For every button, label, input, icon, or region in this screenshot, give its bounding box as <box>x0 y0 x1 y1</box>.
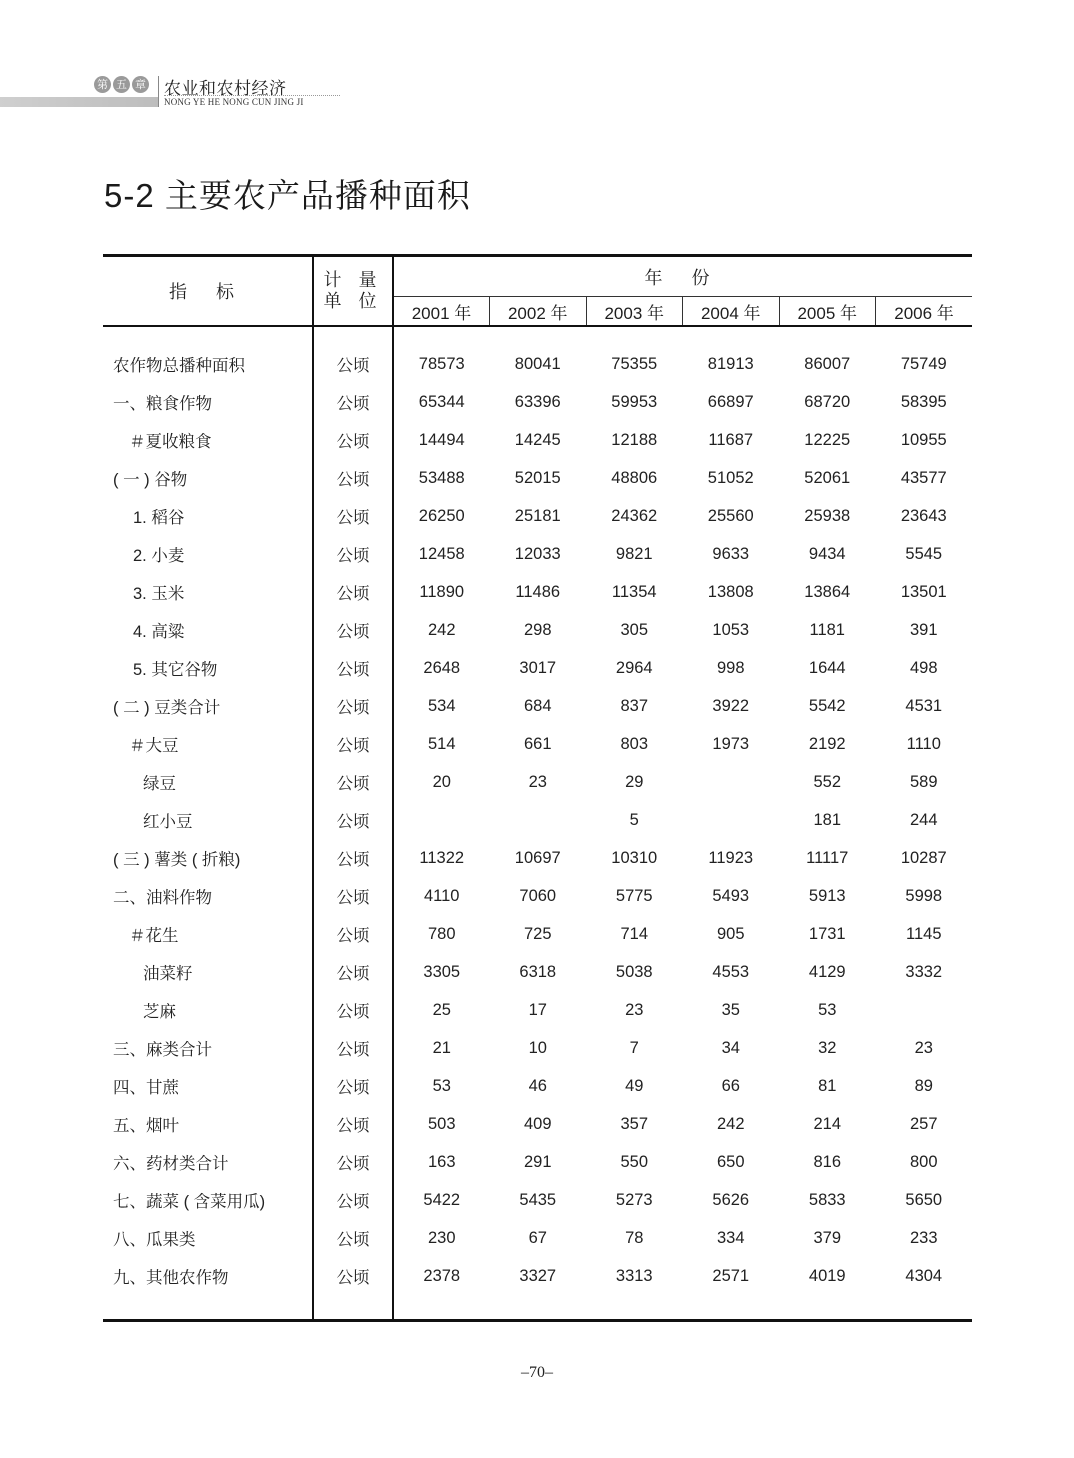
header-divider <box>158 76 159 107</box>
table-cell: 5493 <box>712 886 750 905</box>
table-cell: 11117 <box>806 848 849 867</box>
table-cell: 11923 <box>708 848 754 867</box>
row-unit: 公顷 <box>313 763 393 801</box>
chapter-title: 农业和农村经济 <box>164 79 287 98</box>
table-cell: 12225 <box>804 430 851 449</box>
row-unit: 公顷 <box>313 535 393 573</box>
table-row <box>103 383 972 421</box>
table-row <box>103 687 972 725</box>
table-cell: 1145 <box>906 924 942 943</box>
table-row <box>103 1067 972 1105</box>
table-cell: 684 <box>523 696 552 715</box>
table-cell: 514 <box>427 734 456 753</box>
table-row <box>103 991 972 1029</box>
table-cell <box>876 991 973 1029</box>
table-cell: 13501 <box>900 582 947 601</box>
row-label: 芝麻 <box>143 1003 176 1021</box>
table-cell: 4553 <box>712 962 750 981</box>
table-cell: 242 <box>427 620 456 639</box>
indicator-header: 指 标 <box>103 256 313 327</box>
table-cell: 11890 <box>419 582 465 601</box>
table-cell: 7060 <box>519 886 557 905</box>
table-row <box>103 611 972 649</box>
table-cell: 3327 <box>519 1266 557 1285</box>
table-cell: 43577 <box>900 468 947 487</box>
year-header: 2004 年 <box>683 297 780 326</box>
table-cell: 10310 <box>611 848 658 867</box>
table-cell: 816 <box>813 1152 842 1171</box>
row-unit: 公顷 <box>313 1181 393 1219</box>
chapter-pinyin: NONG YE HE NONG CUN JING JI <box>164 97 304 107</box>
table-cell: 298 <box>523 620 552 639</box>
table-cell: 5833 <box>808 1190 846 1209</box>
table-cell: 9633 <box>712 544 750 563</box>
table-cell: 291 <box>523 1152 552 1171</box>
table-cell: 17 <box>528 1000 547 1019</box>
table-cell: 58395 <box>900 392 947 411</box>
table-cell: 78 <box>625 1228 644 1247</box>
table-cell: 24362 <box>611 506 658 525</box>
table-cell: 4019 <box>808 1266 846 1285</box>
table-cell: 5998 <box>905 886 943 905</box>
table-cell: 334 <box>716 1228 745 1247</box>
row-label: 4. 高粱 <box>133 623 185 641</box>
table-cell: 66 <box>721 1076 740 1095</box>
table-cell: 80041 <box>514 354 561 373</box>
table-cell: 5545 <box>905 544 943 563</box>
row-label: 3. 玉米 <box>133 585 185 603</box>
table-cell: 1644 <box>808 658 846 677</box>
row-unit: 公顷 <box>313 1067 393 1105</box>
table-cell: 14494 <box>418 430 465 449</box>
table-cell: 2648 <box>423 658 461 677</box>
table-cell: 1053 <box>712 620 750 639</box>
table-cell: 86007 <box>804 354 851 373</box>
row-unit: 公顷 <box>313 801 393 839</box>
table-cell: 242 <box>716 1114 745 1133</box>
table-cell: 5 <box>629 810 639 829</box>
table-row <box>103 1143 972 1181</box>
row-unit: 公顷 <box>313 497 393 535</box>
table-cell: 650 <box>716 1152 745 1171</box>
table-row <box>103 649 972 687</box>
table-cell: 21 <box>432 1038 451 1057</box>
row-label: ( 一 ) 谷物 <box>113 471 188 489</box>
table-cell: 9434 <box>808 544 846 563</box>
table-cell: 25 <box>432 1000 451 1019</box>
table-row <box>103 953 972 991</box>
chapter-badge-char: 章 <box>132 76 149 93</box>
table-row <box>103 535 972 573</box>
table-row <box>103 877 972 915</box>
table-row <box>103 345 972 383</box>
row-unit: 公顷 <box>313 1105 393 1143</box>
table-cell: 725 <box>523 924 552 943</box>
table-cell: 63396 <box>514 392 561 411</box>
table-cell: 78573 <box>418 354 465 373</box>
table-cell: 75355 <box>611 354 658 373</box>
chapter-badge-char: 五 <box>113 76 130 93</box>
table-cell: 75749 <box>900 354 947 373</box>
row-unit: 公顷 <box>313 649 393 687</box>
row-label: ＃大豆 <box>129 737 179 755</box>
table-row <box>103 801 972 839</box>
table-cell: 59953 <box>611 392 658 411</box>
table-cell <box>490 801 587 839</box>
table-cell: 20 <box>432 772 451 791</box>
row-unit: 公顷 <box>313 991 393 1029</box>
row-label: 1. 稻谷 <box>133 509 185 527</box>
table-cell: 53 <box>818 1000 837 1019</box>
row-label: 八、瓜果类 <box>113 1231 196 1249</box>
row-label: 5. 其它谷物 <box>133 661 218 679</box>
row-label: 三、麻类合计 <box>113 1041 212 1059</box>
row-unit: 公顷 <box>313 573 393 611</box>
row-label: 七、蔬菜 ( 含菜用瓜) <box>113 1193 266 1211</box>
table-cell: 12188 <box>611 430 658 449</box>
table-cell <box>683 763 780 801</box>
row-label: ＃花生 <box>129 927 179 945</box>
table-cell: 837 <box>620 696 649 715</box>
table-cell: 51052 <box>707 468 754 487</box>
table-cell: 257 <box>909 1114 938 1133</box>
table-cell: 214 <box>813 1114 842 1133</box>
table-cell: 3305 <box>423 962 461 981</box>
table-cell: 5542 <box>808 696 846 715</box>
table-cell: 23643 <box>900 506 947 525</box>
table-cell: 23 <box>528 772 547 791</box>
chapter-badge-char: 第 <box>94 76 111 93</box>
table-cell: 5775 <box>615 886 653 905</box>
page-number: –70– <box>521 1364 553 1381</box>
table-cell: 14245 <box>514 430 561 449</box>
row-unit: 公顷 <box>313 877 393 915</box>
row-unit: 公顷 <box>313 383 393 421</box>
table-cell: 5913 <box>808 886 846 905</box>
table-cell: 52015 <box>514 468 561 487</box>
table-cell: 67 <box>528 1228 547 1247</box>
table-cell: 2378 <box>423 1266 461 1285</box>
unit-header <box>313 256 393 327</box>
table-cell: 9821 <box>615 544 653 563</box>
table-row <box>103 1029 972 1067</box>
table-cell: 3332 <box>905 962 943 981</box>
table-cell: 53 <box>432 1076 451 1095</box>
table-cell: 2192 <box>808 734 846 753</box>
table-cell: 357 <box>620 1114 649 1133</box>
table-cell: 4110 <box>424 886 460 905</box>
table-cell: 12458 <box>418 544 465 563</box>
row-unit: 公顷 <box>313 839 393 877</box>
table-cell: 65344 <box>418 392 465 411</box>
table-cell: 230 <box>427 1228 456 1247</box>
table-cell: 10 <box>528 1038 547 1057</box>
table-cell: 5273 <box>615 1190 653 1209</box>
table-cell: 5435 <box>519 1190 557 1209</box>
table-cell: 714 <box>620 924 649 943</box>
table-cell: 905 <box>716 924 745 943</box>
table-cell: 409 <box>523 1114 552 1133</box>
table-cell: 233 <box>909 1228 938 1247</box>
table-cell: 503 <box>427 1114 456 1133</box>
header-band <box>0 97 158 107</box>
table-cell: 46 <box>528 1076 547 1095</box>
table-cell: 81 <box>818 1076 837 1095</box>
year-header: 2003 年 <box>586 297 683 326</box>
table-row <box>103 421 972 459</box>
row-label: 红小豆 <box>143 813 193 831</box>
table-cell: 800 <box>909 1152 938 1171</box>
table-cell: 11486 <box>515 582 561 601</box>
row-label: 四、甘蔗 <box>113 1079 179 1097</box>
table-cell: 11354 <box>611 582 657 601</box>
table-cell: 23 <box>625 1000 644 1019</box>
chapter-badge <box>94 76 152 94</box>
table-cell: 1110 <box>906 734 941 753</box>
year-header: 2001 年 <box>393 297 490 326</box>
row-unit: 公顷 <box>313 1029 393 1067</box>
row-label: 2. 小麦 <box>133 547 185 565</box>
table-cell: 3017 <box>519 658 557 677</box>
table-cell: 89 <box>914 1076 933 1095</box>
row-unit: 公顷 <box>313 611 393 649</box>
year-header: 2002 年 <box>490 297 587 326</box>
row-unit: 公顷 <box>313 687 393 725</box>
table-cell: 4129 <box>808 962 846 981</box>
row-unit: 公顷 <box>313 1257 393 1295</box>
table-cell: 23 <box>914 1038 933 1057</box>
year-header: 2005 年 <box>779 297 876 326</box>
table-cell: 803 <box>620 734 649 753</box>
table-cell: 780 <box>427 924 456 943</box>
row-label: 五、烟叶 <box>113 1117 179 1135</box>
unit-header-line1: 计 量 <box>323 270 383 290</box>
table-cell: 10697 <box>514 848 561 867</box>
table-cell: 498 <box>909 658 938 677</box>
table-row <box>103 1257 972 1295</box>
table-cell: 7 <box>629 1038 639 1057</box>
table-cell: 661 <box>523 734 552 753</box>
table-cell: 163 <box>427 1152 456 1171</box>
table-cell: 181 <box>813 810 842 829</box>
row-unit: 公顷 <box>313 1143 393 1181</box>
table-row <box>103 915 972 953</box>
table-row <box>103 839 972 877</box>
table-cell: 998 <box>716 658 745 677</box>
table-cell: 5422 <box>423 1190 461 1209</box>
page-title: 5-2 主要农产品播种面积 <box>104 177 471 214</box>
table-cell: 12033 <box>514 544 561 563</box>
table-cell: 4304 <box>905 1266 943 1285</box>
table-cell: 49 <box>625 1076 644 1095</box>
table-row <box>103 497 972 535</box>
table-cell: 6318 <box>519 962 557 981</box>
table-cell: 2571 <box>712 1266 750 1285</box>
table-cell: 1181 <box>809 620 845 639</box>
table-cell: 379 <box>813 1228 842 1247</box>
table-cell: 10955 <box>900 430 947 449</box>
table-cell: 48806 <box>611 468 658 487</box>
row-unit: 公顷 <box>313 953 393 991</box>
table-cell: 4531 <box>905 696 943 715</box>
table-cell: 1973 <box>712 734 750 753</box>
row-label: 油菜籽 <box>143 965 193 983</box>
table-cell: 5626 <box>712 1190 750 1209</box>
table-cell: 244 <box>909 810 938 829</box>
table-cell: 589 <box>909 772 938 791</box>
table-cell: 10287 <box>900 848 947 867</box>
table-cell: 1731 <box>808 924 846 943</box>
table-row <box>103 573 972 611</box>
row-unit: 公顷 <box>313 915 393 953</box>
table-cell: 25560 <box>707 506 754 525</box>
table-cell: 81913 <box>707 354 754 373</box>
row-label: 绿豆 <box>143 775 176 793</box>
row-label: ＃夏收粮食 <box>129 433 212 451</box>
table-cell: 25938 <box>804 506 851 525</box>
table-cell: 13864 <box>804 582 851 601</box>
header-dotted-rule <box>164 95 340 96</box>
row-unit: 公顷 <box>313 725 393 763</box>
table-row <box>103 459 972 497</box>
row-unit: 公顷 <box>313 345 393 383</box>
table-cell: 29 <box>625 772 644 791</box>
row-unit: 公顷 <box>313 459 393 497</box>
row-unit: 公顷 <box>313 421 393 459</box>
unit-header-line2: 单 位 <box>323 291 383 311</box>
table-cell: 35 <box>721 1000 740 1019</box>
table-cell: 550 <box>620 1152 649 1171</box>
table-cell <box>683 801 780 839</box>
row-label: ( 二 ) 豆类合计 <box>113 699 221 717</box>
table-cell: 305 <box>620 620 649 639</box>
table-cell: 68720 <box>804 392 851 411</box>
table-row <box>103 1105 972 1143</box>
row-label: 二、油料作物 <box>113 889 212 907</box>
table-cell: 66897 <box>707 392 754 411</box>
row-label: 六、药材类合计 <box>113 1155 229 1173</box>
table-cell: 11322 <box>419 848 465 867</box>
table-row <box>103 1219 972 1257</box>
table-cell: 5038 <box>615 962 653 981</box>
table-cell: 2964 <box>615 658 653 677</box>
table-cell: 53488 <box>418 468 465 487</box>
table-cell: 3922 <box>712 696 750 715</box>
table-cell: 3313 <box>615 1266 653 1285</box>
row-label: 农作物总播种面积 <box>113 357 245 375</box>
table-cell: 534 <box>427 696 456 715</box>
table-cell: 26250 <box>418 506 465 525</box>
table-cell <box>393 801 490 839</box>
table-cell: 25181 <box>514 506 561 525</box>
row-label: ( 三 ) 薯类 ( 折粮) <box>113 851 241 869</box>
year-group-header: 年 份 <box>393 256 972 297</box>
table-cell: 5650 <box>905 1190 943 1209</box>
year-header: 2006 年 <box>876 297 973 326</box>
table-cell: 32 <box>818 1038 837 1057</box>
table-row <box>103 725 972 763</box>
row-label: 一、粮食作物 <box>113 395 212 413</box>
table-cell: 391 <box>909 620 938 639</box>
sown-area-table <box>103 254 972 1322</box>
table-row <box>103 1181 972 1219</box>
table-row <box>103 763 972 801</box>
table-cell: 552 <box>813 772 842 791</box>
row-label: 九、其他农作物 <box>113 1269 229 1287</box>
table-cell: 13808 <box>707 582 754 601</box>
table-cell: 52061 <box>804 468 851 487</box>
row-unit: 公顷 <box>313 1219 393 1257</box>
table-cell: 34 <box>721 1038 740 1057</box>
table-cell: 11687 <box>708 430 754 449</box>
